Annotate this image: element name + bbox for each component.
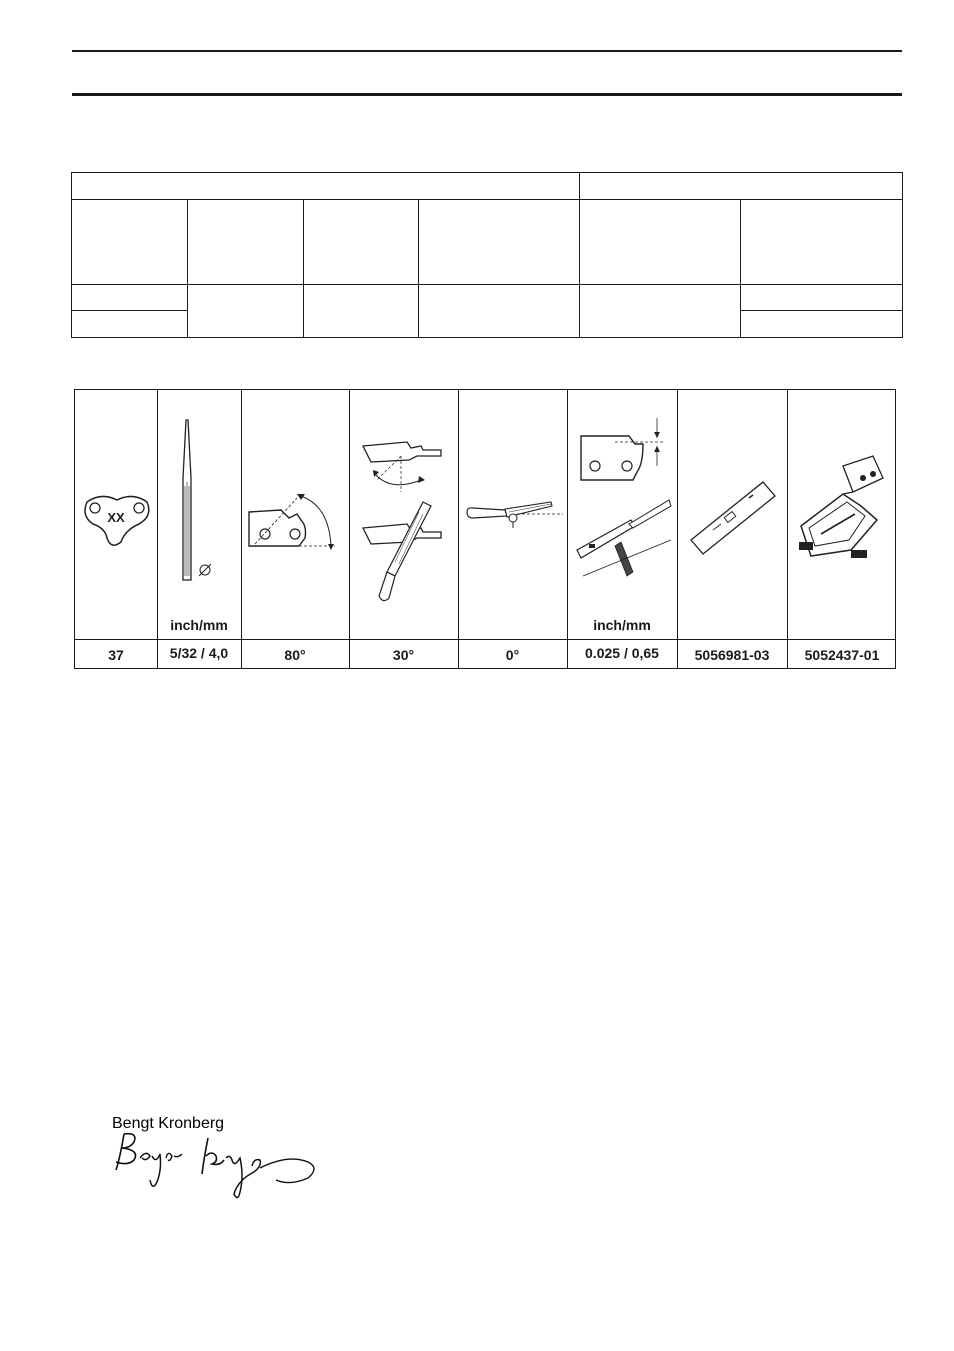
depth-gauge-unit: inch/mm	[593, 617, 651, 633]
column-divider	[458, 390, 459, 668]
column-divider	[787, 390, 788, 668]
depth-gauge-tool-icon	[687, 476, 779, 566]
file-diameter: 5/32 / 4,0	[169, 645, 229, 661]
signature-text: Bengt Kronberg	[112, 1115, 225, 1132]
handwritten-signature	[112, 1115, 322, 1208]
column-divider	[349, 390, 350, 668]
header-rule-bottom	[72, 93, 902, 96]
chain-tooth-template-icon	[81, 490, 153, 550]
file-holder-icon	[465, 496, 565, 536]
spec-table-header-line	[72, 199, 902, 200]
top-plate-angle-value: 80°	[284, 647, 306, 663]
template-number: 37	[108, 647, 124, 663]
spec-table-col-divider	[187, 199, 188, 337]
template-marking: XX	[107, 510, 125, 525]
header-rule-top	[72, 50, 902, 52]
file-holder-angle-value: 0°	[505, 647, 520, 663]
spec-table-row-line	[72, 284, 902, 285]
spec-table-split-left	[72, 310, 188, 311]
spec-table-split-right	[741, 310, 902, 311]
sharpening-table	[74, 389, 896, 669]
spec-table-col-divider	[418, 199, 419, 337]
spec-table	[71, 172, 903, 338]
spec-table-col-divider	[740, 199, 741, 337]
depth-gauge-value: 0.025 / 0,65	[585, 645, 659, 661]
file-gauge-part-number: 5052437-01	[804, 647, 880, 663]
filing-angle-icon	[361, 436, 451, 606]
round-file-icon	[175, 416, 223, 584]
spec-table-group-divider	[579, 173, 580, 337]
depth-gauge-tool-part-number: 5056981-03	[694, 647, 770, 663]
file-unit: inch/mm	[170, 617, 228, 633]
filing-angle-value: 30°	[392, 647, 415, 663]
spec-table-col-divider	[303, 199, 304, 337]
column-divider	[677, 390, 678, 668]
depth-gauge-setting-icon	[573, 416, 673, 586]
cutter-top-plate-angle-icon	[245, 490, 345, 554]
column-divider	[241, 390, 242, 668]
file-gauge-icon	[791, 454, 891, 574]
